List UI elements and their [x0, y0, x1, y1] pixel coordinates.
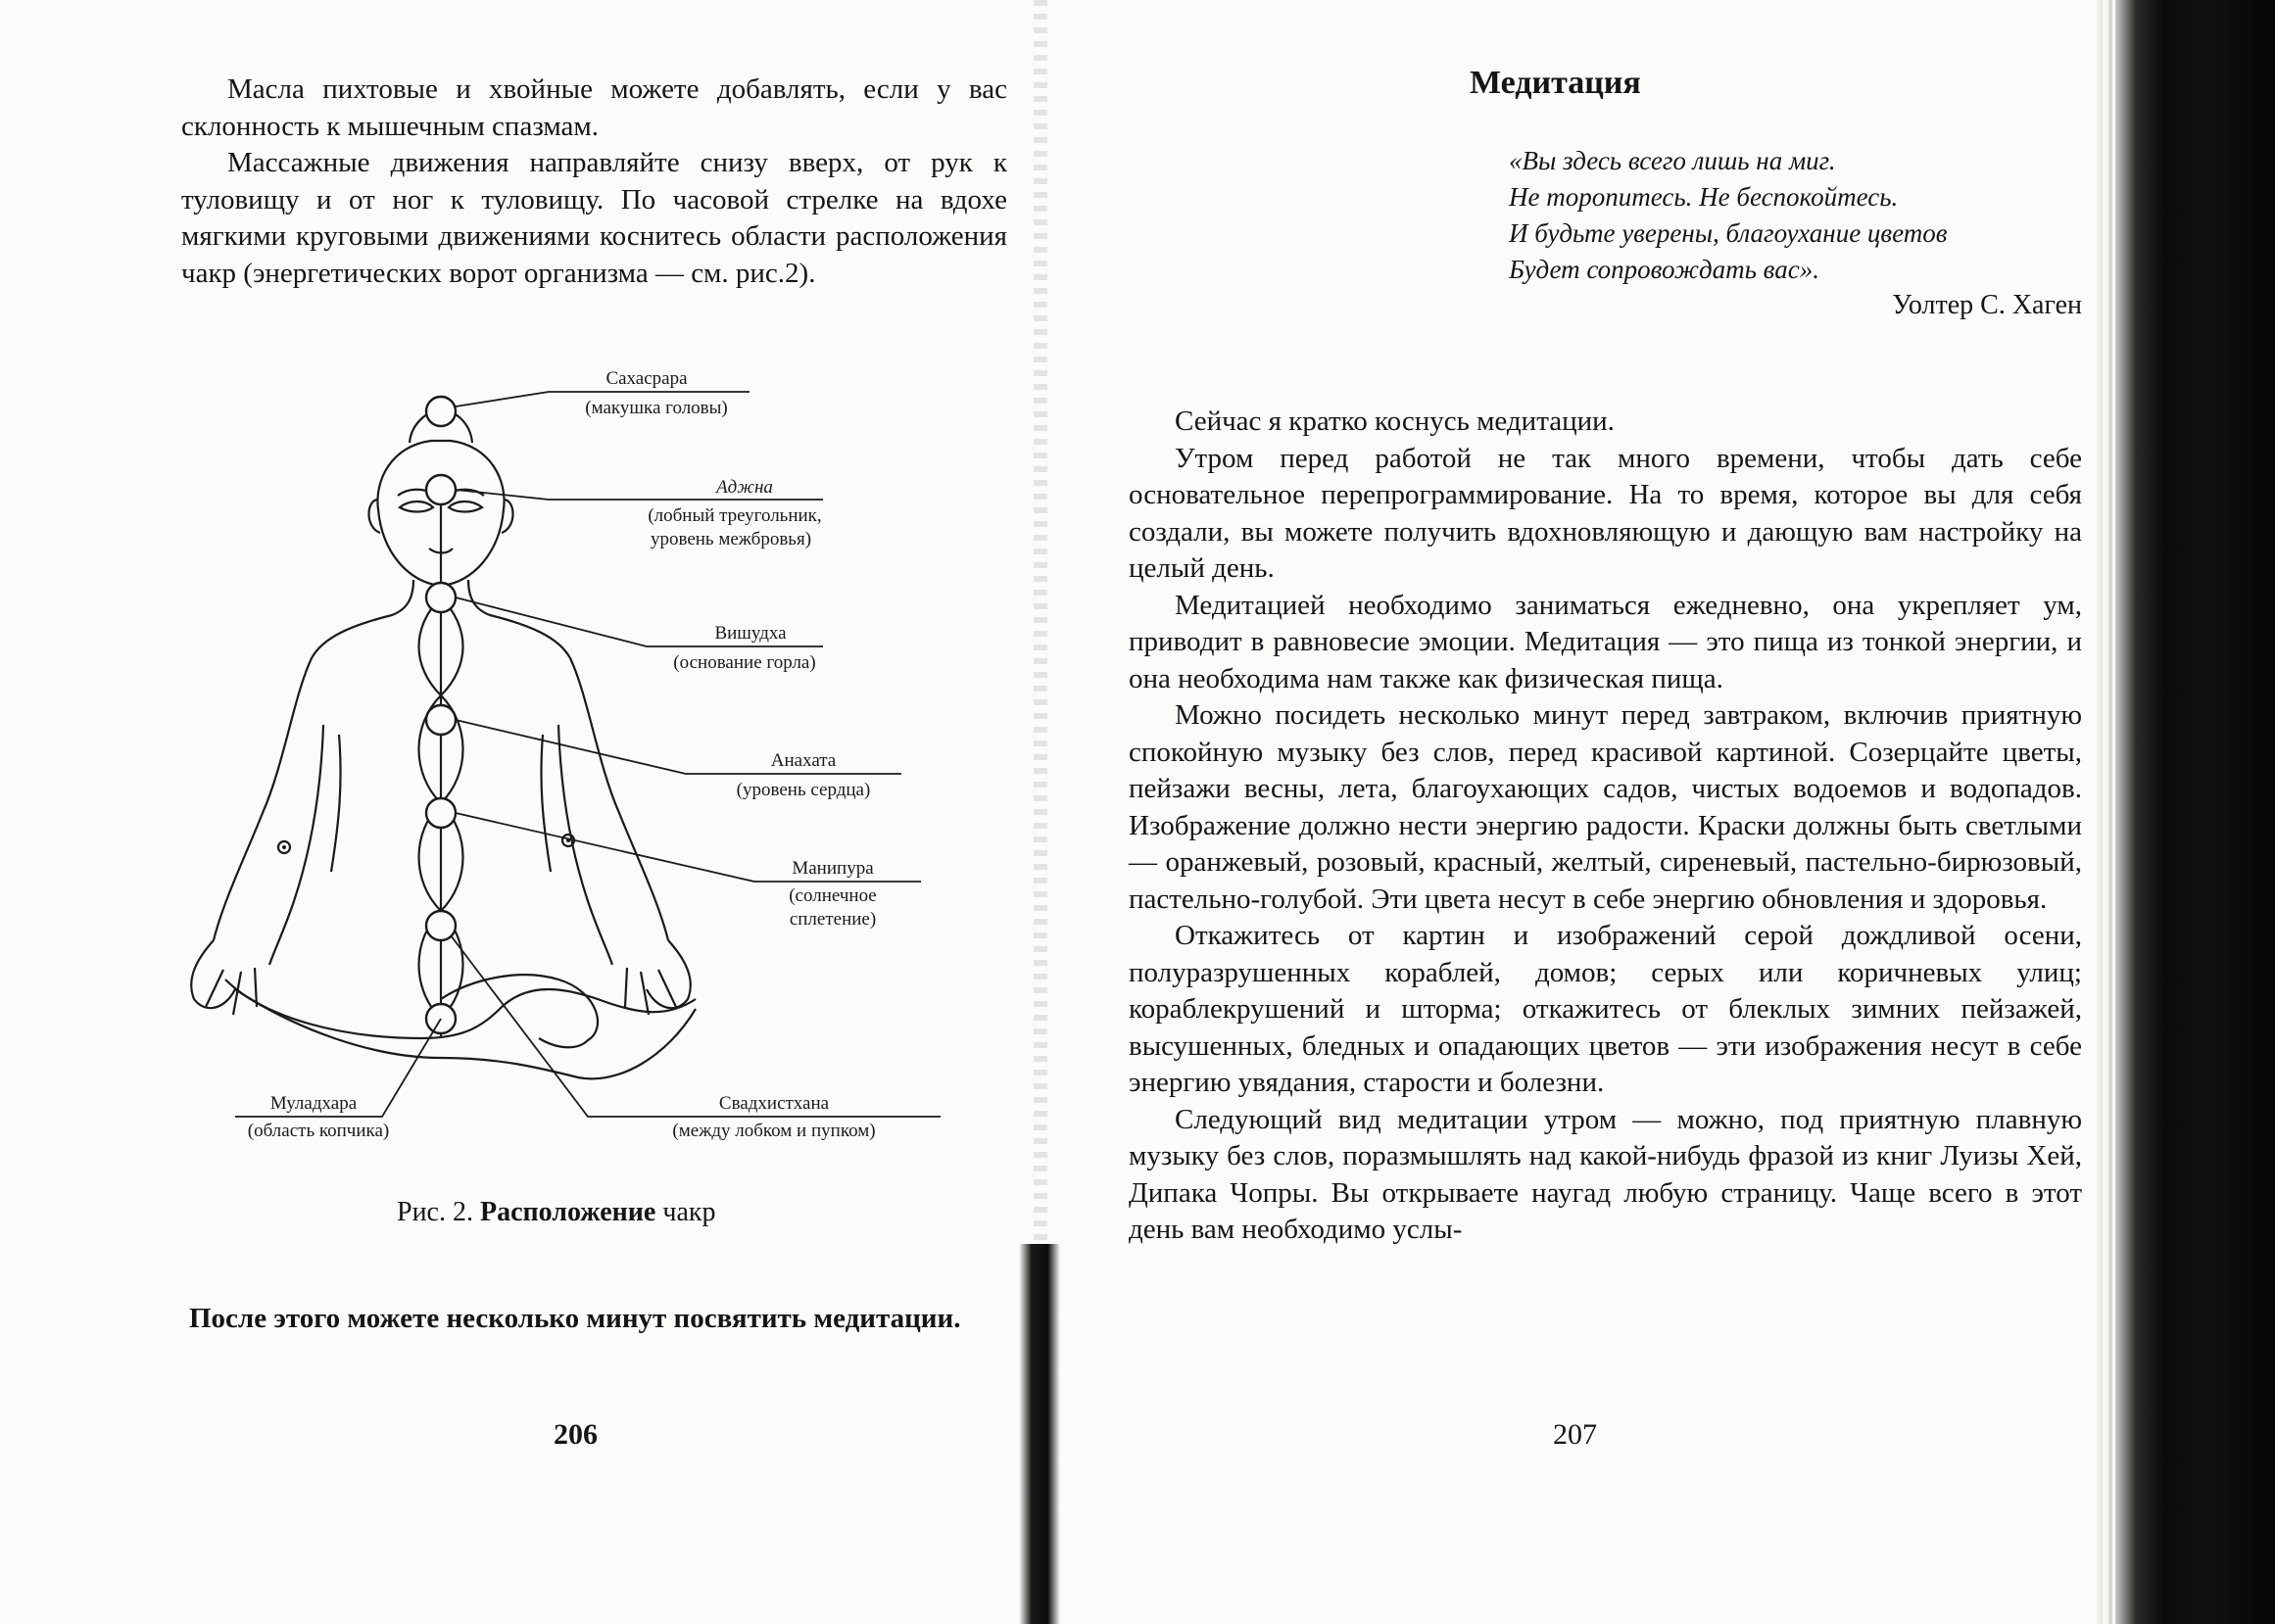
epigraph-author: Уолтер С. Хаген — [1892, 290, 2082, 320]
paragraph: Масла пихтовые и хвойные можете добавлять, если у вас склонность к мышечным спазмам. — [181, 73, 1007, 142]
label-manipura-desc2: сплетение) — [789, 909, 877, 930]
chakra-anahata — [426, 705, 456, 735]
paragraph: Утром перед работой не так много времени, чтобы дать себе основательное перепрограммирование. На то время, которое вы для себя создали, вы можете получить вдохновляющую и дающую вам настройку на целый день. — [1129, 442, 2082, 584]
closing-paragraph — [132, 1301, 1019, 1338]
label-vishuddha-name: Вишудха — [714, 623, 787, 644]
chakra-ajna — [426, 475, 456, 504]
right-arm-inner — [558, 725, 612, 965]
label-ajna-name: Аджна — [716, 477, 773, 498]
closing-text: После этого можете несколько минут посвятить медитации. — [189, 1303, 961, 1334]
chakra-points — [426, 397, 456, 1033]
label-anahata-name: Анахата — [770, 750, 837, 771]
caption-rest: чакр — [662, 1197, 716, 1227]
paragraph: Откажитесь от картин и изображений серой дождливой осени, полуразрушенных кораблей, домов; серых или коричневых улиц; кораблекрушений и шторма; откажитесь от блеклых зимних пейзажей, высушенных, бледных и опадающих цветов — эти изображения несут в себе энергию увядания, старости и болезни. — [1129, 920, 2082, 1098]
label-svadhisthana-name: Свадхистхана — [718, 1093, 830, 1114]
label-anahata-desc: (уровень сердца) — [736, 780, 871, 800]
label-ajna-desc2: уровень межбровья) — [650, 529, 812, 549]
torso-left — [331, 735, 341, 872]
torso-right — [541, 735, 551, 872]
epigraph-line: «Вы здесь всего лишь на миг. — [1509, 146, 1836, 175]
paragraph: Медитацией необходимо заниматься ежедневно, она укрепляет ум, приводит в равновесие эмоции. Медитация — это пища из тонкой энергии, и она необходима нам также как физическая пища. — [1129, 589, 2082, 694]
right-page-body — [1129, 404, 2082, 1249]
paragraph: Можно посидеть несколько минут перед завтраком, включив приятную спокойную музыку без слов, перед красивой картиной. Созерцайте цветы, пейзажи весны, лета, благоухающих садов, чистых водоемов и водопадов. Изображение должно нести энергию радости. Краски должны быть светлыми — оранжевый, розовый, красный, желтый, сиреневый, пастельно-бирюзовый, пастельно-голубой. Эти цвета несут в себе энергию обновления и здоровья. — [1129, 699, 2082, 915]
chakra-sahasrara — [426, 397, 456, 426]
right-page — [1063, 0, 2082, 1624]
label-muladhara-desc: (область копчика) — [247, 1121, 390, 1141]
left-page-body — [181, 72, 1007, 292]
epigraph-line: Не торопитесь. Не беспокойтесь. — [1509, 182, 1899, 212]
right-hand — [625, 940, 691, 1015]
section-heading: Медитация — [1470, 65, 1641, 101]
epigraph-line: И будьте уверены, благоухание цветов — [1509, 218, 1948, 248]
paragraph: Сейчас я кратко коснусь медитации. — [1175, 406, 1615, 437]
label-manipura-name: Манипура — [792, 858, 874, 879]
epigraph-line: Будет сопровождать вас». — [1509, 255, 1819, 284]
epigraph — [1509, 143, 1999, 288]
label-vishuddha-desc: (основание горла) — [673, 652, 816, 673]
label-ajna-desc: (лобный треугольник, — [648, 505, 822, 526]
eye-left — [400, 502, 433, 512]
foot-right — [441, 975, 598, 1047]
label-manipura-desc: (солнечное — [789, 885, 877, 906]
left-arm-inner — [269, 725, 323, 965]
paragraph: Следующий вид медитации утром — можно, под приятную плавную музыку без слов, поразмышлять над какой-нибудь фразой из книг Луизы Хей, Дипака Чопры. Вы открываете наугад любую страницу. Чаще всего в этот день вам необходимо услы- — [1129, 1103, 2082, 1245]
energy-channels — [419, 500, 463, 1038]
left-hand — [191, 940, 257, 1015]
label-muladhara-name: Муладхара — [269, 1093, 358, 1114]
label-svadhisthana-desc: (между лобком и пупком) — [672, 1121, 876, 1141]
eye-right — [449, 502, 482, 512]
legs-bottom — [235, 989, 696, 1078]
book-spine — [1019, 1244, 1060, 1624]
page-number-right: 207 — [1553, 1418, 1597, 1451]
caption-bold: Расположение — [479, 1197, 656, 1227]
seated-figure-outline — [191, 409, 696, 1078]
right-arm-outer — [468, 580, 668, 940]
label-sahasrara-desc: (макушка головы) — [585, 398, 728, 418]
figure-caption — [397, 1197, 715, 1228]
label-sahasrara-name: Сахасрара — [605, 368, 688, 389]
left-page — [0, 0, 1058, 1624]
page-number-left: 206 — [554, 1418, 598, 1451]
chakra-manipura — [426, 798, 456, 828]
chakra-figure — [147, 353, 960, 1156]
scan-edge-shadow — [2097, 0, 2275, 1624]
leader-svadhisthana — [451, 935, 941, 1117]
caption-prefix: Рис. 2. — [397, 1197, 473, 1227]
paragraph: Массажные движения направляйте снизу вверх, от рук к туловищу и от ног к туловищу. По часовой стрелке на вдохе мягкими круговыми движениями коснитесь области расположения чакр (энергетических ворот организма — см. рис.2). — [181, 147, 1007, 289]
left-arm-outer — [214, 580, 413, 940]
chakra-vishuddha — [426, 583, 456, 612]
